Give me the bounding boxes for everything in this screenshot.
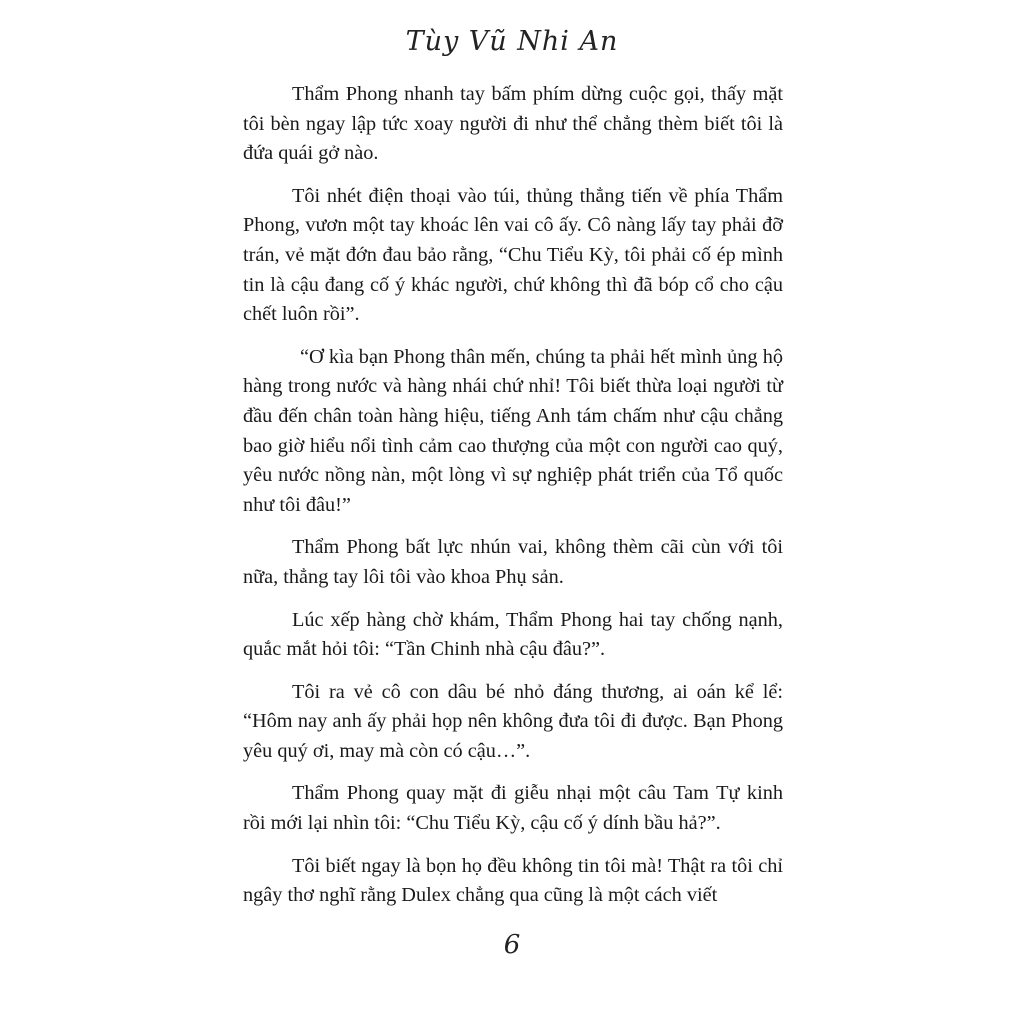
paragraph: Thẩm Phong quay mặt đi giễu nhại một câu Tam Tự kinh rồi mới lại nhìn tôi: “Chu Tiểu Kỳ, cậu cố ý dính bầu hả?”. xyxy=(243,782,783,835)
paragraph: Thẩm Phong nhanh tay bấm phím dừng cuộc gọi, thấy mặt tôi bèn ngay lập tức xoay người đi như thể chẳng thèm biết tôi là đứa quái gở nào. xyxy=(243,83,783,165)
paragraph: “Ơ kìa bạn Phong thân mến, chúng ta phải hết mình ủng hộ hàng trong nước và hàng nhái chứ nhỉ! Tôi biết thừa loại người từ đầu đến chân toàn hàng hiệu, tiếng Anh tám chấm như cậu chẳng bao giờ hiểu nổi tình cảm cao thượng của một con người cao quý, yêu nước nồng nàn, một lòng vì sự nghiệp phát triển của Tổ quốc như tôi đâu!” xyxy=(243,345,783,516)
page-number: 6 xyxy=(503,930,521,960)
paragraph: Tôi biết ngay là bọn họ đều không tin tôi mà! Thật ra tôi chỉ ngây thơ nghĩ rằng Dulex chẳng qua cũng là một cách viết xyxy=(243,854,783,907)
paragraph: Tôi nhét điện thoại vào túi, thủng thẳng tiến về phía Thẩm Phong, vươn một tay khoác lên vai cô ấy. Cô nàng lấy tay phải đỡ trán, vẻ mặt đớn đau bảo rằng, “Chu Tiểu Kỳ, tôi phải cố ép mình tin là cậu đang cố ý khác người, chứ không thì đã bóp cổ cho cậu chết luôn rồi”. xyxy=(243,184,783,326)
paragraph: Thẩm Phong bất lực nhún vai, không thèm cãi cùn với tôi nữa, thẳng tay lôi tôi vào khoa Phụ sản. xyxy=(243,536,783,588)
body-text xyxy=(243,80,783,924)
running-title: Tùy Vũ Nhi An xyxy=(405,26,619,57)
paragraph: Lúc xếp hàng chờ khám, Thẩm Phong hai tay chống nạnh, quắc mắt hỏi tôi: “Tần Chinh nhà cậu đâu?”. xyxy=(243,608,783,661)
paragraph: Tôi ra vẻ cô con dâu bé nhỏ đáng thương, ai oán kể lể: “Hôm nay anh ấy phải họp nên không đưa tôi đi được. Bạn Phong yêu quý ơi, may mà còn có cậu…”. xyxy=(243,680,783,762)
